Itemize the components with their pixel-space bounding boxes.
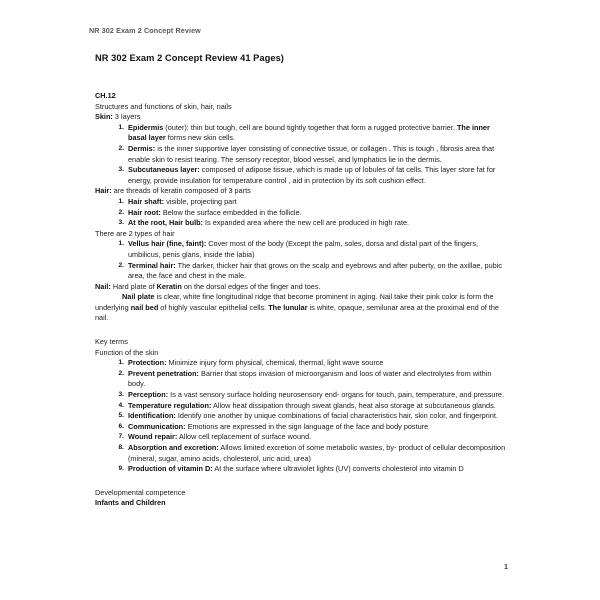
nail-para-bold3: The lunular	[268, 302, 308, 312]
nail-lead-text2: on the dorsal edges of the finger and toes.	[181, 281, 321, 291]
hair-parts-list	[95, 197, 507, 229]
key-term-6-text: Allow cell replacement of surface wound.	[177, 432, 312, 442]
list-item	[95, 239, 507, 260]
hair-heading-rest: are threads of keratin composed of 3 parts	[111, 186, 251, 196]
running-header: NR 302 Exam 2 Concept Review	[89, 26, 201, 35]
key-term-6-bold: Wound repair:	[128, 432, 178, 442]
key-term-3-bold: Temperature regulation:	[128, 400, 212, 410]
hair-part-1-text: Below the surface embedded in the follicle.	[160, 207, 302, 217]
key-term-1-text: Barrier that stops invasion of microorganism and loos of water and electrolytes from within body.	[128, 368, 492, 389]
key-term-8-bold: Production of vitamin D:	[128, 464, 213, 474]
chapter-label-text: CH.12	[95, 91, 116, 100]
list-item	[95, 165, 507, 186]
list-item	[95, 464, 507, 475]
key-term-8-text: At the surface where ultraviolet lights (UV) converts cholesterol into vitamin D	[212, 464, 464, 474]
skin-item-2-text: composed of adipose tissue, which is made up of lobules of fat cells. This layer store fat for energy, provide insulation for temperature control , aid in protection by its soft cushion effect.	[128, 165, 496, 185]
skin-heading-rest: 3 layers	[112, 112, 141, 122]
skin-item-1-text: is the inner supportive layer consisting of connective tissue, or collagen . This is tough , fibrosis area that enable skin to resist tearing. The sensory receptor, blood vessel, and lymphatics lie in the dermis.	[128, 143, 495, 164]
key-term-1-bold: Prevent penetration:	[128, 368, 199, 378]
nail-para-text3: is white, opaque, semilunar area at the proximal end of the nail.	[95, 302, 499, 323]
skin-item-1-bold: Dermis:	[128, 143, 156, 153]
list-item	[95, 422, 507, 433]
hair-part-0-bold: Hair shaft:	[128, 196, 165, 206]
nail-para-bold2: nail bed	[130, 302, 159, 312]
list-item	[95, 208, 507, 219]
section-spacer-key-terms	[95, 324, 507, 337]
skin-heading-bold: Skin:	[95, 112, 113, 122]
list-item	[95, 218, 507, 229]
page-number: 1	[504, 562, 508, 571]
page-title: NR 302 Exam 2 Concept Review 41 Pages)	[95, 53, 284, 63]
chapter-subtitle: Structures and functions of skin, hair, nails	[95, 101, 232, 111]
nail-lead-bold2: Keratin	[156, 281, 182, 291]
key-term-7-bold: Absorption and excretion:	[128, 443, 219, 452]
skin-layers-list	[95, 123, 507, 187]
key-terms-subheading: Function of the skin	[95, 347, 159, 357]
key-term-4-bold: Identification:	[128, 411, 176, 421]
title-spacer	[95, 65, 507, 91]
nail-lead-bold: Nail:	[95, 281, 111, 291]
skin-item-2-bold: Subcutaneous layer:	[128, 165, 200, 175]
skin-heading	[95, 112, 507, 123]
nail-para-bold1: Nail plate	[122, 292, 155, 302]
key-terms-heading: Key terms	[95, 337, 128, 347]
list-item	[95, 197, 507, 208]
list-item	[95, 261, 507, 282]
list-item	[95, 390, 507, 401]
key-term-5-bold: Communication:	[128, 421, 186, 431]
key-term-2-bold: Perception:	[128, 390, 169, 400]
hair-heading	[95, 186, 507, 197]
list-item	[95, 411, 507, 422]
key-term-7-text: Allows limited excretion of some metabolic wastes, by- product of cellular decomposition (mineral, sugar, amino acids, cholesterol, uric acid, urea)	[128, 443, 506, 463]
hair-type-1-bold: Terminal hair:	[128, 260, 176, 270]
list-item	[95, 123, 507, 144]
nail-para-text1: is clear, white fine longitudinal ridge that become prominent in aging. Nail take their pink color is form the underlying	[95, 292, 494, 312]
list-item	[95, 401, 507, 412]
list-item	[95, 369, 507, 390]
hair-type-0-bold: Vellus hair (fine, faint):	[128, 239, 207, 249]
hair-types-lead: There are 2 types of hair	[95, 228, 175, 238]
nail-lead	[95, 282, 507, 293]
section-spacer-developmental	[95, 475, 507, 488]
hair-part-2-text: Is expanded area where the new cell are produced in high rate.	[203, 218, 410, 228]
nail-lead-text1: Hard plate of	[110, 281, 157, 291]
list-item	[95, 432, 507, 443]
hair-part-0-text: visible, projecting part	[164, 196, 237, 206]
key-term-0-text: Minimize injury form physical, chemical, thermal, light wave source	[166, 358, 384, 368]
document-body	[95, 52, 507, 509]
skin-item-0-text: (outer): thin but tough, cell are bound tightly together that form a rugged protective barrier.	[163, 122, 457, 132]
nail-para-text2: of highly vascular epithelial cells.	[158, 302, 269, 312]
nail-plate-paragraph	[95, 292, 507, 324]
skin-item-0-text2: forms new skin cells.	[165, 133, 236, 143]
developmental-subheading-bold: Infants and Children	[95, 498, 166, 508]
skin-item-0-bold: Epidermis	[128, 122, 164, 132]
list-item	[95, 144, 507, 165]
list-item	[95, 358, 507, 369]
hair-part-1-bold: Hair root:	[128, 207, 161, 217]
developmental-subheading	[95, 498, 507, 509]
hair-part-2-bold: At the root, Hair bulb:	[128, 218, 203, 228]
list-item	[95, 443, 507, 464]
key-term-2-text: Is a vast sensory surface holding neurosensory end- organs for touch, pain, temperature, and pressure.	[168, 390, 504, 400]
key-term-3-text: Allow heat dissipation through sweat glands, heat also storage at subcutaneous glands.	[211, 400, 496, 410]
key-term-5-text: Emotions are expressed in the sign language of the face and body posture	[185, 421, 429, 431]
hair-types-list	[95, 239, 507, 281]
chapter-label	[95, 91, 507, 102]
key-term-0-bold: Protection:	[128, 358, 167, 368]
hair-heading-bold: Hair:	[95, 186, 112, 196]
hair-type-1-text: The darker, thicker hair that grows on the scalp and eyebrows and after puberty, on the axillae, pubic area, the face and chest in the male.	[128, 260, 502, 281]
key-term-4-text: Identify one another by unique combinations of facial characteristics hair, skin color, and fingerprint.	[175, 411, 498, 421]
hair-type-0-text: Cover most of the body (Except the palm, soles, dorsa and distal part of the fingers, umbilicus, penis glans, inside the labia)	[128, 239, 478, 259]
developmental-heading: Developmental competence	[95, 487, 186, 497]
skin-item-0-bold2: The inner basal layer	[128, 122, 490, 143]
key-terms-list	[95, 358, 507, 475]
